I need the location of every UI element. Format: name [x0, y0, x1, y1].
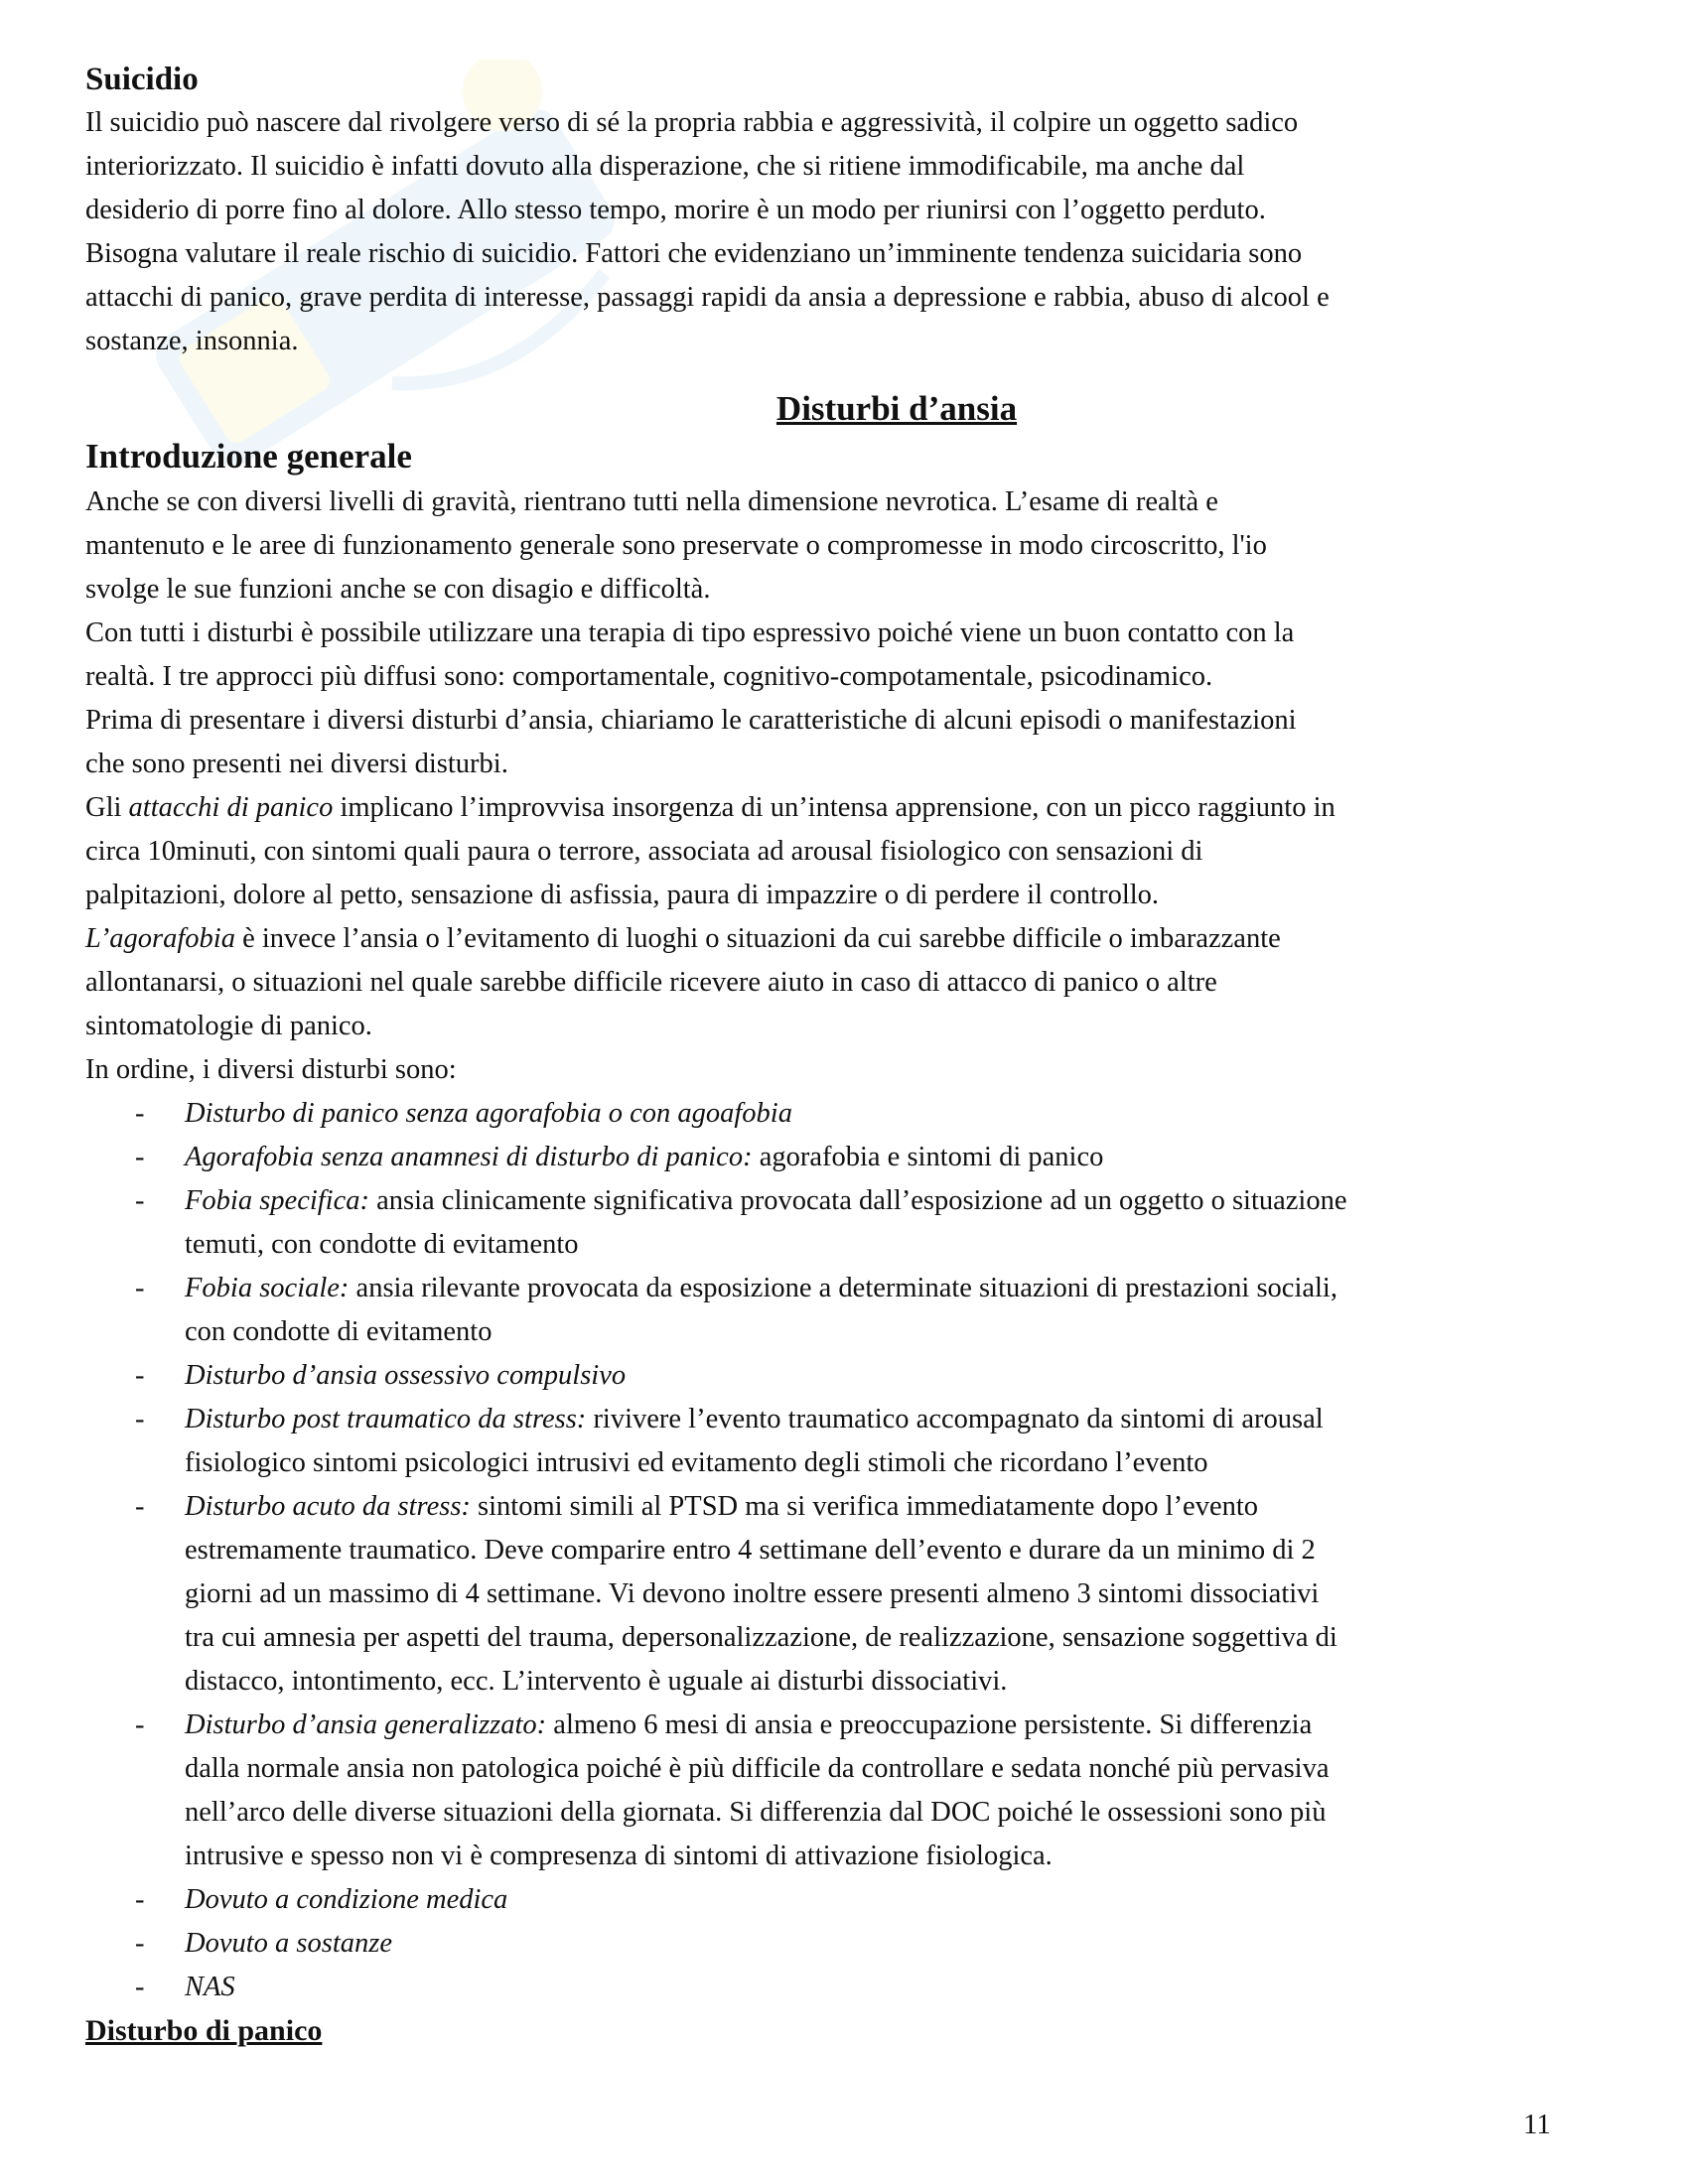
agorafobia-line-1: [85, 917, 1559, 961]
list-item: - Disturbo d’ansia ossessivo compulsivo: [135, 1360, 627, 1391]
intro-line-4: Con tutti i disturbi è possibile utilizzare una terapia di tipo espressivo poiché viene un buon contatto con la: [85, 617, 1295, 648]
agorafobia-line-3: sintomatologie di panico.: [85, 1011, 372, 1041]
heading-disturbo-panico: Disturbo di panico: [85, 2014, 323, 2047]
list-item: - NAS: [135, 1972, 235, 2002]
intro-line-7: che sono presenti nei diversi disturbi.: [85, 749, 508, 779]
panico-line-2: circa 10minuti, con sintomi quali paura o terrore, associata ad arousal fisiologico con sensazioni di: [85, 836, 1203, 867]
heading-introduzione: Introduzione generale: [85, 437, 412, 476]
list-item: - Disturbo di panico senza agorafobia o con agoafobia: [135, 1098, 792, 1129]
disturbi-list: [85, 1092, 1559, 2009]
heading-disturbi-ansia: Disturbi d’ansia: [775, 389, 1018, 428]
list-item: - Agorafobia senza anamnesi di disturbo di panico: agorafobia e sintomi di panico: [135, 1142, 1104, 1172]
suicidio-line-1: Il suicidio può nascere dal rivolgere verso di sé la propria rabbia e aggressività, il colpire un oggetto sadico: [85, 107, 1299, 138]
intro-line-5: realtà. I tre approcci più diffusi sono: comportamentale, cognitivo-compotamentale, psicodinamico.: [85, 661, 1213, 692]
agorafobia-line-1-rest: è invece l’ansia o l’evitamento di luoghi o situazioni da cui sarebbe difficile o imbarazzante: [234, 923, 1281, 954]
ordine-line: In ordine, i diversi disturbi sono:: [85, 1054, 457, 1085]
list-item: - Dovuto a condizione medica: [135, 1884, 508, 1915]
suicidio-line-4: Bisogna valutare il reale rischio di suicidio. Fattori che evidenziano un’imminente tendenza suicidaria sono: [85, 238, 1303, 269]
panico-pre: Gli: [85, 792, 129, 823]
panico-line-1: [85, 786, 1559, 830]
suicidio-line-3: desiderio di porre fino al dolore. Allo stesso tempo, morire è un modo per riunirsi con l’oggetto perduto.: [85, 195, 1266, 225]
heading-suicidio: Suicidio: [85, 62, 199, 97]
panico-line-1-rest: implicano l’improvvisa insorgenza di un’intensa apprensione, con un picco raggiunto in: [333, 792, 1336, 823]
list-item: - Fobia specifica: ansia clinicamente significativa provocata dall’esposizione ad un oggetto o situazione temuti, con condotte di evitamento: [135, 1185, 1347, 1260]
intro-line-2: mantenuto e le aree di funzionamento generale sono preservate o compromesse in modo circoscritto, l'io: [85, 530, 1267, 561]
document-page: [85, 58, 1559, 2053]
panico-term: attacchi di panico: [128, 792, 334, 823]
list-item: - Fobia sociale: ansia rilevante provocata da esposizione a determinate situazioni di prestazioni sociali, con condotte di evitamento: [135, 1273, 1337, 1347]
suicidio-line-2: interiorizzato. Il suicidio è infatti dovuto alla disperazione, che si ritiene immodificabile, ma anche dal: [85, 151, 1245, 182]
agorafobia-line-2: allontanarsi, o situazioni nel quale sarebbe difficile ricevere aiuto in caso di attacco di panico o altre: [85, 967, 1217, 998]
list-item: - Disturbo acuto da stress: sintomi simili al PTSD ma si verifica immediatamente dopo l’evento estremamente traumatico. Deve comparire entro 4 settimane dell’evento e durare da un minimo di 2 giorni ad un massimo di 4 settimane. Vi devono inoltre essere presenti almeno 3 sintomi dissociativi tra cui amnesia per aspetti del trauma, depersonalizzazione, de realizzazione, sensazione soggettiva di distacco, intontimento, ecc. L’intervento è uguale ai disturbi dissociativi.: [135, 1491, 1337, 1697]
panico-line-3: palpitazioni, dolore al petto, sensazione di asfissia, paura di impazzire o di perdere il controllo.: [85, 880, 1160, 910]
list-item: - Dovuto a sostanze: [135, 1928, 392, 1959]
intro-line-6: Prima di presentare i diversi disturbi d’ansia, chiariamo le caratteristiche di alcuni episodi o manifestazioni: [85, 705, 1297, 736]
page-number: 11: [1523, 2109, 1551, 2140]
list-item: - Disturbo d’ansia generalizzato: almeno 6 mesi di ansia e preoccupazione persistente. Si differenzia dalla normale ansia non patologica poiché è più difficile da controllare e sedata nonché più pervasiva nell’arco delle diverse situazioni della giornata. Si differenzia dal DOC poiché le ossessioni sono più intrusive e spesso non vi è compresenza di sintomi di attivazione fisiologica.: [135, 1709, 1330, 1871]
agorafobia-term: L’agorafobia: [85, 923, 235, 954]
suicidio-line-6: sostanze, insonnia.: [85, 326, 299, 356]
intro-line-1: Anche se con diversi livelli di gravità, rientrano tutti nella dimensione nevrotica. L’esame di realtà e: [85, 486, 1218, 517]
suicidio-line-5: attacchi di panico, grave perdita di interesse, passaggi rapidi da ansia a depressione e rabbia, abuso di alcool e: [85, 282, 1330, 313]
list-item: - Disturbo post traumatico da stress: rivivere l’evento traumatico accompagnato da sintomi di arousal fisiologico sintomi psicologici intrusivi ed evitamento degli stimoli che ricordano l’evento: [135, 1404, 1324, 1478]
intro-line-3: svolge le sue funzioni anche se con disagio e difficoltà.: [85, 574, 711, 605]
